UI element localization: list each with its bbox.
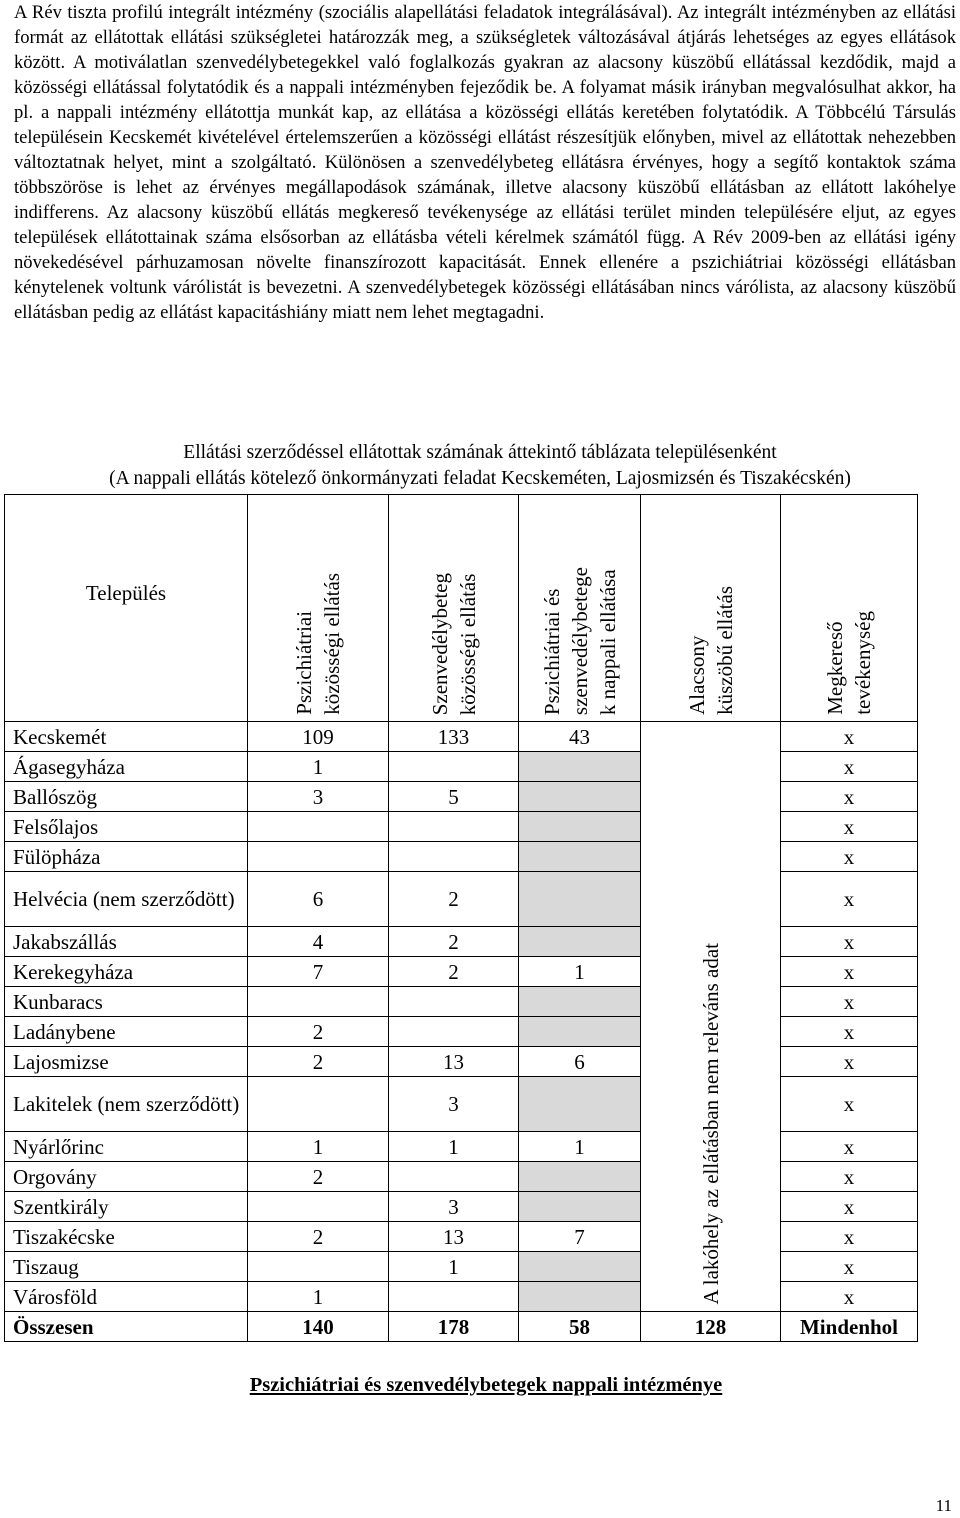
table-row <box>5 782 918 812</box>
day-care-value <box>519 1077 641 1132</box>
day-care-value <box>519 927 641 957</box>
day-care-value: 43 <box>519 722 641 752</box>
psychiatric-community-value <box>248 1192 389 1222</box>
day-care-value <box>519 1282 641 1312</box>
outreach-value: x <box>781 812 918 842</box>
outreach-value: x <box>781 1017 918 1047</box>
psychiatric-community-value: 1 <box>248 1282 389 1312</box>
table-row <box>5 1047 918 1077</box>
psychiatric-community-value: 6 <box>248 872 389 927</box>
page-number: 11 <box>935 1496 952 1515</box>
psychiatric-community-value: 1 <box>248 1132 389 1162</box>
addict-community-value <box>389 987 519 1017</box>
header-day-care-line2: szenvedélybetege <box>567 566 592 715</box>
addict-community-value: 2 <box>389 957 519 987</box>
table-caption-line2: (A nappali ellátás kötelező önkormányzati feladat Kecskeméten, Lajosmizsén és Tiszakécskén) <box>109 468 851 489</box>
outreach-value: x <box>781 782 918 812</box>
psychiatric-community-value: 2 <box>248 1162 389 1192</box>
day-care-value <box>519 812 641 842</box>
day-care-value: 1 <box>519 957 641 987</box>
addict-community-value: 2 <box>389 927 519 957</box>
day-care-value <box>519 752 641 782</box>
table-row <box>5 957 918 987</box>
addict-community-value <box>389 812 519 842</box>
table-row <box>5 842 918 872</box>
psychiatric-community-value <box>248 842 389 872</box>
day-care-value <box>519 1017 641 1047</box>
table-row <box>5 927 918 957</box>
header-day-care-line1: Pszichiátriai és <box>539 588 564 715</box>
addict-community-value <box>389 752 519 782</box>
table-row <box>5 1162 918 1192</box>
header-addict-community <box>389 495 519 722</box>
outreach-value: x <box>781 752 918 782</box>
day-care-value <box>519 1252 641 1282</box>
psychiatric-community-value: 7 <box>248 957 389 987</box>
settlement-name: Nyárlőrinc <box>5 1132 248 1162</box>
table-row <box>5 987 918 1017</box>
settlement-name: Lakitelek (nem szerződött) <box>5 1077 248 1132</box>
intro-paragraph: A Rév tiszta profilú integrált intézmény (szociális alapellátási feladatok integrálásával). Az integrált intézményben az ellátási formát az ellátottak ellátási szükségletei határozzák meg, a szükségletek változásával átjárás lehetséges az egyes ellátások között. A motiválatlan szenvedélybetegekkel való foglalkozás gyakran az alacsony küszöbű ellátással kezdődik, majd a közösségi ellátással folytatódik és a nappali intézményben fejeződik be. A folyamat másik irányban megvalósulhat akkor, ha pl. a nappali intézmény ellátottja munkát kap, az ellátása a közösségi ellátás keretében folytatódik. A Többcélú Társulás településein Kecskemét kivételével értelemszerűen a közösségi ellátást részesítjük előnyben, mivel az ellátottak nehezebben változtatnak helyet, mint a szolgáltató. Különösen a szenvedélybeteg ellátásra érvényes, hogy a segítő kontaktok száma többszöröse is lehet az érvényes megállapodások számának, illetve alacsony küszöbű ellátásban az ellátott lakóhelye indifferens. Az alacsony küszöbű ellátás megkereső tevékenysége az ellátási terület minden településére eljut, az egyes települések ellátottainak száma elsősorban az ellátásba vételi kérelmek számától függ. A Rév 2009-ben az ellátási igény növekedésével párhuzamosan növelte finanszírozott kapacitását. Ennek ellenére a pszichiátriai közösségi ellátásban kénytelenek voltunk várólistát is bevezetni. A szenvedélybetegek közösségi ellátásában nincs várólista, az alacsony küszöbű ellátásban pedig az ellátást kapacitáshiány miatt nem lehet megtagadni. <box>14 2 956 323</box>
psychiatric-community-value: 2 <box>248 1017 389 1047</box>
day-care-value: 6 <box>519 1047 641 1077</box>
psychiatric-community-value <box>248 1252 389 1282</box>
settlement-name: Tiszaug <box>5 1252 248 1282</box>
outreach-value: x <box>781 1047 918 1077</box>
settlement-name: Jakabszállás <box>5 927 248 957</box>
addict-community-value: 13 <box>389 1047 519 1077</box>
table-body <box>5 722 918 1342</box>
header-psychiatric-community-line2: közösségi ellátás <box>320 573 344 715</box>
settlement-name: Ladánybene <box>5 1017 248 1047</box>
header-settlement: Település <box>5 495 248 722</box>
settlement-name: Ballószög <box>5 782 248 812</box>
outreach-value: x <box>781 842 918 872</box>
table-header-row <box>5 495 918 722</box>
table-row <box>5 872 918 927</box>
total-low-threshold: 128 <box>641 1312 781 1342</box>
addict-community-value <box>389 1162 519 1192</box>
merged-note-cell <box>641 722 781 1312</box>
table-row <box>5 1252 918 1282</box>
settlement-name: Szentkirály <box>5 1192 248 1222</box>
merged-note: A lakóhely az ellátásban nem releváns adat <box>698 943 723 1305</box>
header-outreach-line2: tevékenység <box>851 611 875 715</box>
outreach-value: x <box>781 722 918 752</box>
total-row <box>5 1312 918 1342</box>
addict-community-value: 5 <box>389 782 519 812</box>
addict-community-value: 133 <box>389 722 519 752</box>
table-row <box>5 1282 918 1312</box>
settlement-name: Helvécia (nem szerződött) <box>5 872 248 927</box>
header-addict-community-line2: közösségi ellátás <box>455 573 480 715</box>
psychiatric-community-value: 2 <box>248 1222 389 1252</box>
outreach-value: x <box>781 872 918 927</box>
settlement-name: Felsőlajos <box>5 812 248 842</box>
psychiatric-community-value: 2 <box>248 1047 389 1077</box>
psychiatric-community-value: 1 <box>248 752 389 782</box>
table-row <box>5 1017 918 1047</box>
header-psychiatric-community <box>248 495 389 722</box>
psychiatric-community-value: 4 <box>248 927 389 957</box>
outreach-value: x <box>781 1222 918 1252</box>
addict-community-value <box>389 842 519 872</box>
total-psychiatric-community: 140 <box>248 1312 389 1342</box>
addict-community-value: 3 <box>389 1077 519 1132</box>
settlement-table <box>4 494 918 1342</box>
total-addict-community: 178 <box>389 1312 519 1342</box>
psychiatric-community-value <box>248 987 389 1017</box>
outreach-value: x <box>781 1282 918 1312</box>
addict-community-value: 1 <box>389 1252 519 1282</box>
psychiatric-community-value: 109 <box>248 722 389 752</box>
header-psychiatric-community-line1: Pszichiátriai <box>292 611 316 715</box>
settlement-name: Fülöpháza <box>5 842 248 872</box>
settlement-name: Lajosmizse <box>5 1047 248 1077</box>
addict-community-value: 1 <box>389 1132 519 1162</box>
addict-community-value: 3 <box>389 1192 519 1222</box>
table-row <box>5 812 918 842</box>
day-care-value <box>519 1162 641 1192</box>
table-row <box>5 1132 918 1162</box>
section-title: Pszichiátriai és szenvedélybetegek nappali intézménye <box>249 1374 723 1396</box>
addict-community-value <box>389 1017 519 1047</box>
header-low-threshold-line2: küszöbű ellátás <box>712 586 737 715</box>
settlement-name: Kunbaracs <box>5 987 248 1017</box>
settlement-name: Városföld <box>5 1282 248 1312</box>
settlement-name: Kecskemét <box>5 722 248 752</box>
day-care-value <box>519 1192 641 1222</box>
day-care-value <box>519 872 641 927</box>
day-care-value <box>519 987 641 1017</box>
outreach-value: x <box>781 957 918 987</box>
psychiatric-community-value <box>248 1077 389 1132</box>
header-day-care-line3: k nappali ellátása <box>595 569 620 715</box>
table-row <box>5 1192 918 1222</box>
settlement-name: Orgovány <box>5 1162 248 1192</box>
addict-community-value: 13 <box>389 1222 519 1252</box>
psychiatric-community-value: 3 <box>248 782 389 812</box>
header-addict-community-line1: Szenvedélybeteg <box>427 572 452 715</box>
day-care-value: 1 <box>519 1132 641 1162</box>
outreach-value: x <box>781 1252 918 1282</box>
settlement-name: Ágasegyháza <box>5 752 248 782</box>
table-caption-line1: Ellátási szerződéssel ellátottak számának áttekintő táblázata településenként <box>183 442 777 463</box>
header-outreach-line1: Megkereső <box>823 621 847 715</box>
day-care-value <box>519 782 641 812</box>
outreach-value: x <box>781 1192 918 1222</box>
outreach-value: x <box>781 1077 918 1132</box>
outreach-value: x <box>781 1162 918 1192</box>
total-outreach: Mindenhol <box>781 1312 918 1342</box>
settlement-name: Tiszakécske <box>5 1222 248 1252</box>
total-day-care: 58 <box>519 1312 641 1342</box>
day-care-value <box>519 842 641 872</box>
outreach-value: x <box>781 1132 918 1162</box>
day-care-value: 7 <box>519 1222 641 1252</box>
table-row <box>5 1222 918 1252</box>
psychiatric-community-value <box>248 812 389 842</box>
header-low-threshold-line1: Alacsony <box>684 635 709 715</box>
table-row <box>5 1077 918 1132</box>
addict-community-value: 2 <box>389 872 519 927</box>
header-day-care <box>519 495 641 722</box>
table-row <box>5 752 918 782</box>
addict-community-value <box>389 1282 519 1312</box>
header-outreach <box>781 495 918 722</box>
table-row <box>5 722 918 752</box>
header-low-threshold <box>641 495 781 722</box>
outreach-value: x <box>781 927 918 957</box>
settlement-name: Kerekegyháza <box>5 957 248 987</box>
total-label: Összesen <box>5 1312 248 1342</box>
outreach-value: x <box>781 987 918 1017</box>
